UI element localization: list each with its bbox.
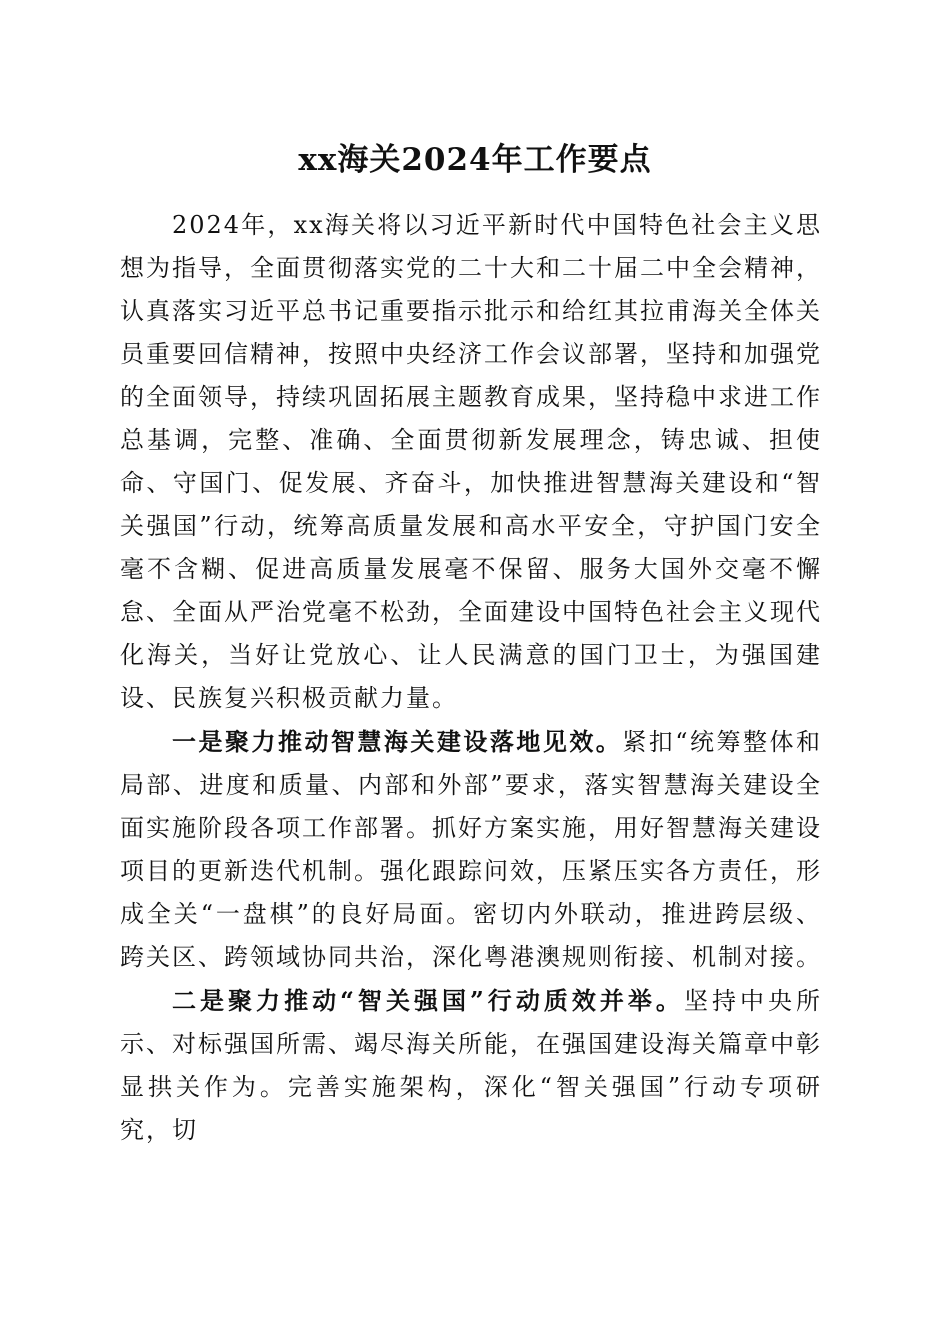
document-body — [120, 204, 822, 1152]
section-paragraph-1 — [120, 720, 822, 979]
section-1-lead: 一是聚力推动智慧海关建设落地见效。 — [172, 727, 623, 756]
section-2-text: 坚持中央所示、对标强国所需、竭尽海关所能，在强国建设海关篇章中彰显拱关作为。完善实施架构，深化“智关强国”行动专项研究，切 — [120, 987, 823, 1144]
section-2-lead: 二是聚力推动“智关强国”行动质效并举。 — [172, 986, 684, 1015]
section-1-text: 紧扣“统筹整体和局部、进度和质量、内部和外部”要求，落实智慧海关建设全面实施阶段各项工作部署。抓好方案实施，用好智慧海关建设项目的更新迭代机制。强化跟踪问效，压紧压实各方责任，形成全关“一盘棋”的良好局面。密切内外联动，推进跨层级、跨关区、跨领域协同共治，深化粤港澳规则衔接、机制对接。 — [120, 728, 822, 971]
intro-paragraph: 2024年，xx海关将以习近平新时代中国特色社会主义思想为指导，全面贯彻落实党的二十大和二十届二中全会精神，认真落实习近平总书记重要指示批示和给红其拉甫海关全体关员重要回信精神，按照中央经济工作会议部署，坚持和加强党的全面领导，持续巩固拓展主题教育成果，坚持稳中求进工作总基调，完整、准确、全面贯彻新发展理念，铸忠诚、担使命、守国门、促发展、齐奋斗，加快推进智慧海关建设和“智关强国”行动，统筹高质量发展和高水平安全，守护国门安全毫不含糊、促进高质量发展毫不保留、服务大国外交毫不懈怠、全面从严治党毫不松劲，全面建设中国特色社会主义现代化海关，当好让党放心、让人民满意的国门卫士，为强国建设、民族复兴积极贡献力量。 — [120, 211, 822, 712]
document-title: xx海关2024年工作要点 — [298, 142, 652, 178]
section-paragraph-2 — [120, 979, 822, 1152]
